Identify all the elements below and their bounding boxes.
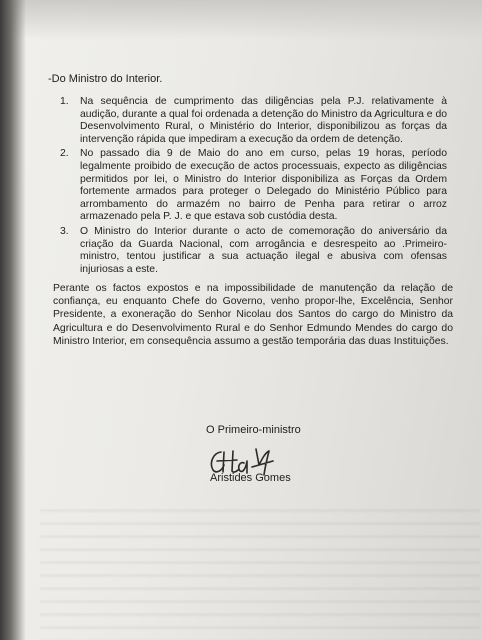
signature-title: O Primeiro-ministro [206, 424, 301, 436]
list-item-number: 1. [60, 96, 69, 107]
list-item-text: Na sequência de cumprimento das diligências pela P.J. relativamente à audição, durante a qual foi ordenada a detenção do Ministro da Agricultura e do Desenvolvimento Rural, o Ministério do Interior, disponibilizou as forças da intervenção rápida que impediram a execução da ordem de detenção. [80, 96, 447, 145]
signatory-name: Aristides Gomes [210, 472, 291, 484]
list-item-number: 3. [60, 225, 69, 237]
list-item-number: 2. [60, 148, 69, 160]
list-item [55, 148, 447, 224]
numbered-list [55, 96, 447, 278]
list-item [55, 96, 447, 146]
page-top-shading [0, 0, 482, 40]
page-left-shadow [0, 0, 26, 640]
list-item-text: No passado dia 9 de Maio do ano em curso, pelas 19 horas, período legalmente proibido de execução de actos processuais, expecto as diligências permitidos por lei, o Ministro do Interior disponibiliza as Forças da Ordem fortemente armados para proteger o Delegado do Ministério Público para arrombamento do armazém no bairro de Penha para retirar o arroz armazenado pela P. J. e que estava sob custódia desta. [80, 148, 447, 223]
closing-paragraph: Perante os factos expostos e na impossibilidade de manutenção da relação de confiança, eu enquanto Chefe do Governo, venho propor-lhe, Excelência, Senhor Presidente, a exoneração do Senhor Nicolau dos Santos do cargo do Ministro da Agricultura e do Desenvolvimento Rural e do Senhor Edmundo Mendes do cargo do Ministro Interior, em consequência assumo a gestão temporária das duas Instituições. [53, 283, 453, 347]
list-item [55, 226, 447, 276]
list-item-text: O Ministro do Interior durante o acto de comemoração do aniversário da criação da Guarda Nacional, com arrogância e desrespeito ao .Primeiro-ministro, tentou justificar a sua actuação ilegal e abusiva com ofensas injuriosas a este. [80, 225, 447, 275]
section-heading: -Do Ministro do Interior. [48, 73, 163, 85]
bleed-through-text [40, 500, 480, 640]
